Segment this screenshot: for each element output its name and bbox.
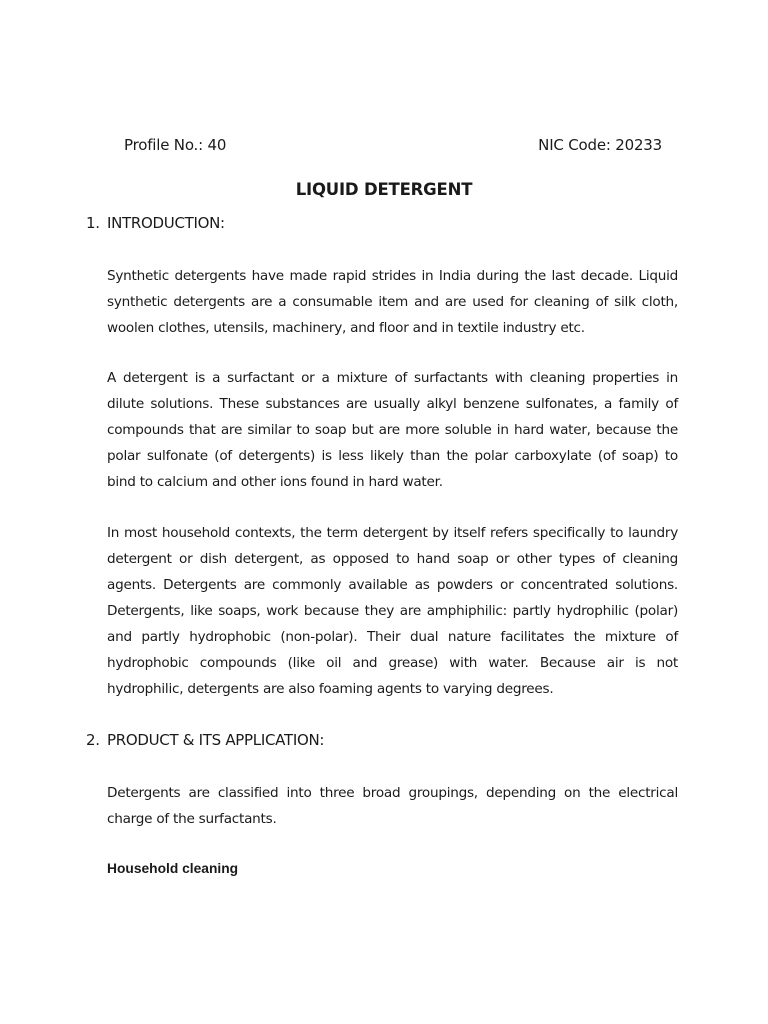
section-number: 1. — [86, 214, 100, 232]
profile-number: Profile No.: 40 — [124, 136, 227, 154]
section-number: 2. — [86, 731, 100, 749]
section-heading-product — [86, 731, 324, 749]
document-title: LIQUID DETERGENT — [295, 180, 473, 199]
paragraph: In most household contexts, the term detergent by itself refers specifically to laundry detergent or dish detergent, as opposed to hand soap or other types of cleaning agents. Detergents are commonly available as powders or concentrated solutions. Detergents, like soaps, work because they are amphiphilic: partly hydrophilic (polar) and partly hydrophobic (non-polar). Their dual nature facilitates the mixture of hydrophobic compounds (like oil and grease) with water. Because air is not hydrophilic, detergents are also foaming agents to varying degrees. — [107, 525, 678, 697]
section-title: PRODUCT & ITS APPLICATION: — [107, 731, 325, 749]
profile-header — [124, 136, 662, 154]
paragraph: Detergents are classified into three broad groupings, depending on the electrical charge of the surfactants. — [107, 785, 678, 827]
subheading-household-cleaning: Household cleaning — [107, 861, 239, 876]
nic-code: NIC Code: 20233 — [538, 136, 662, 154]
section-title: INTRODUCTION: — [107, 214, 225, 232]
paragraph: Synthetic detergents have made rapid strides in India during the last decade. Liquid synthetic detergents are a consumable item and are used for cleaning of silk cloth, woolen clothes, utensils, machinery, and floor and in textile industry etc. — [107, 268, 678, 336]
paragraph: A detergent is a surfactant or a mixture of surfactants with cleaning properties in dilute solutions. These substances are usually alkyl benzene sulfonates, a family of compounds that are similar to soap but are more soluble in hard water, because the polar sulfonate (of detergents) is less likely than the polar carboxylate (of soap) to bind to calcium and other ions found in hard water. — [107, 370, 678, 490]
section-heading-introduction — [86, 214, 225, 232]
